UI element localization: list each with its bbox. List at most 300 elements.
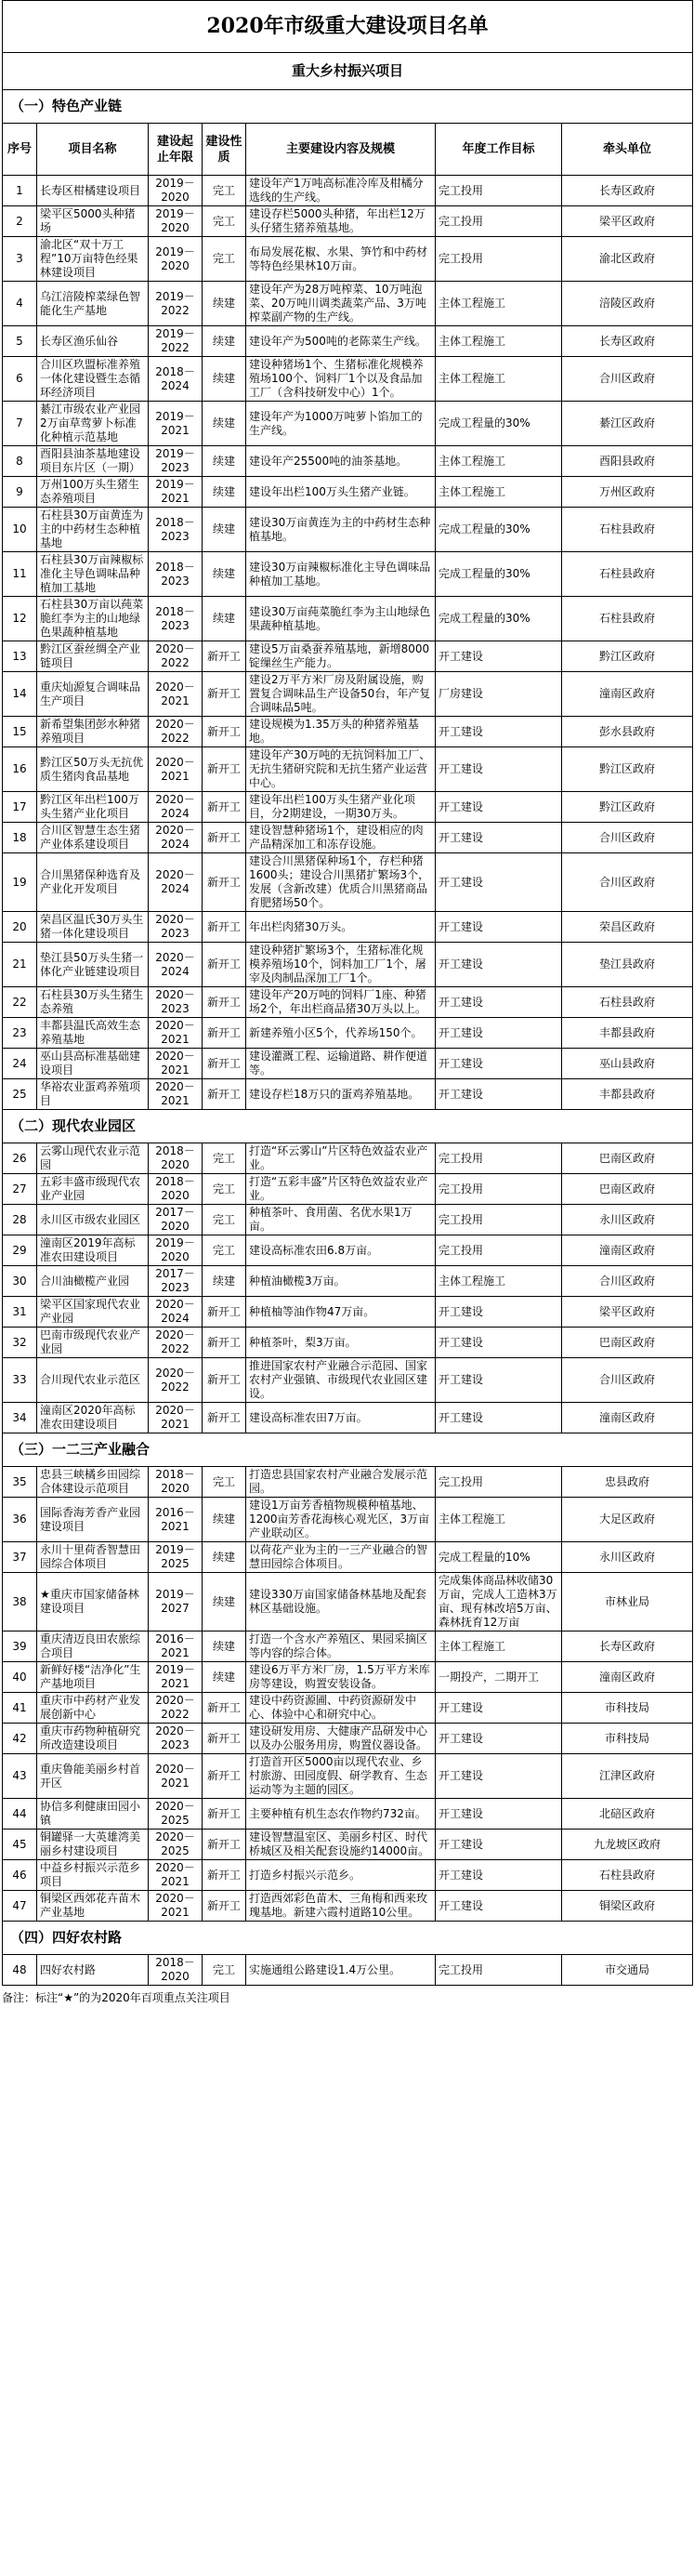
- project-name-cell: 梁平区国家现代农业产业园: [37, 1297, 149, 1328]
- target-cell: 完成工程量的30%: [436, 597, 562, 641]
- target-cell: 主体工程施工: [436, 282, 562, 326]
- table-row: [3, 1174, 693, 1205]
- table-row: [3, 1018, 693, 1049]
- nature-cell: 新开工: [203, 1328, 246, 1358]
- content-cell: 打造西郊彩色苗木、三角梅和西来玫瑰基地。新建六霞村道路10公里。: [246, 1891, 436, 1922]
- project-name-cell: 重庆市药物种植研究所改造建设项目: [37, 1724, 149, 1754]
- table-row: [3, 477, 693, 508]
- period-cell: 2020－2021: [149, 1891, 203, 1922]
- content-cell: 建设灌溉工程、运输道路、耕作便道等。: [246, 1049, 436, 1079]
- nature-cell: 完工: [203, 206, 246, 237]
- content-cell: 建设种猪扩繁场3个，生猪标准化规模养殖场10个，饲料加工厂1个，屠宰及肉制品深加工厂1个。: [246, 943, 436, 987]
- content-cell: 建设中药资源圃、中药资源研发中心、体验中心和研究中心。: [246, 1693, 436, 1724]
- target-cell: 开工建设: [436, 1049, 562, 1079]
- content-cell: 种植柚等油作物47万亩。: [246, 1297, 436, 1328]
- nature-cell: 新开工: [203, 1724, 246, 1754]
- table-row: [3, 597, 693, 641]
- nature-cell: 新开工: [203, 641, 246, 672]
- table-row: [3, 1205, 693, 1235]
- section-heading: （一）特色产业链: [3, 90, 693, 124]
- col-header-lead-unit: 牵头单位: [562, 124, 693, 176]
- period-cell: 2020－2022: [149, 641, 203, 672]
- table-row: [3, 326, 693, 357]
- row-index-cell: 12: [3, 597, 37, 641]
- project-name-cell: 石柱县30万亩以莼菜脆红李为主的山地绿色果蔬种植基地: [37, 597, 149, 641]
- table-row: [3, 402, 693, 446]
- nature-cell: 续建: [203, 552, 246, 597]
- project-name-cell: 黔江区蚕丝绸全产业链项目: [37, 641, 149, 672]
- row-index-cell: 38: [3, 1573, 37, 1631]
- target-cell: 开工建设: [436, 1018, 562, 1049]
- nature-cell: 新开工: [203, 1891, 246, 1922]
- project-name-cell: 国际香海芳香产业园建设项目: [37, 1498, 149, 1542]
- section-heading-row: [3, 1433, 693, 1467]
- period-cell: 2017－2023: [149, 1266, 203, 1297]
- project-name-cell: ★重庆市国家储备林建设项目: [37, 1573, 149, 1631]
- lead-unit-cell: 潼南区政府: [562, 1662, 693, 1693]
- row-index-cell: 18: [3, 823, 37, 853]
- table-row: [3, 357, 693, 402]
- table-row: [3, 1358, 693, 1403]
- target-cell: 完工投用: [436, 176, 562, 206]
- period-cell: 2018－2024: [149, 357, 203, 402]
- project-name-cell: 潼南区2020年高标准农田建设项目: [37, 1403, 149, 1433]
- table-row: [3, 176, 693, 206]
- lead-unit-cell: 潼南区政府: [562, 1235, 693, 1266]
- nature-cell: 续建: [203, 597, 246, 641]
- nature-cell: 续建: [203, 357, 246, 402]
- lead-unit-cell: 长寿区政府: [562, 1631, 693, 1662]
- content-cell: 打造乡村振兴示范乡。: [246, 1860, 436, 1891]
- target-cell: 主体工程施工: [436, 1631, 562, 1662]
- target-cell: 主体工程施工: [436, 357, 562, 402]
- project-name-cell: 长寿区渔乐仙谷: [37, 326, 149, 357]
- table-row: [3, 1079, 693, 1110]
- target-cell: 开工建设: [436, 747, 562, 792]
- row-index-cell: 25: [3, 1079, 37, 1110]
- row-index-cell: 40: [3, 1662, 37, 1693]
- nature-cell: 完工: [203, 237, 246, 282]
- target-cell: 开工建设: [436, 823, 562, 853]
- nature-cell: 续建: [203, 326, 246, 357]
- nature-cell: 续建: [203, 1498, 246, 1542]
- row-index-cell: 15: [3, 717, 37, 747]
- content-cell: 建设年产1万吨高标准冷库及柑橘分选线的生产线。: [246, 176, 436, 206]
- lead-unit-cell: 丰都县政府: [562, 1079, 693, 1110]
- lead-unit-cell: 北碚区政府: [562, 1799, 693, 1830]
- content-cell: 建设高标准农田6.8万亩。: [246, 1235, 436, 1266]
- project-name-cell: 潼南区2019年高标准农田建设项目: [37, 1235, 149, 1266]
- col-header-period: 建设起止年限: [149, 124, 203, 176]
- content-cell: 种植茶叶、食用菌、名优水果1万亩。: [246, 1205, 436, 1235]
- target-cell: 完成工程量的30%: [436, 402, 562, 446]
- project-name-cell: 重庆清迈良田农旅综合项目: [37, 1631, 149, 1662]
- table-row: [3, 912, 693, 943]
- nature-cell: 续建: [203, 446, 246, 477]
- nature-cell: 完工: [203, 176, 246, 206]
- row-index-cell: 2: [3, 206, 37, 237]
- nature-cell: 新开工: [203, 1018, 246, 1049]
- period-cell: 2018－2023: [149, 597, 203, 641]
- lead-unit-cell: 合川区政府: [562, 853, 693, 912]
- period-cell: 2020－2021: [149, 1754, 203, 1799]
- project-name-cell: 重庆灿源复合调味品生产项目: [37, 672, 149, 717]
- col-header-nature: 建设性质: [203, 124, 246, 176]
- lead-unit-cell: 石柱县政府: [562, 597, 693, 641]
- nature-cell: 续建: [203, 1573, 246, 1631]
- period-cell: 2016－2021: [149, 1498, 203, 1542]
- content-cell: 建设高标准农田7万亩。: [246, 1403, 436, 1433]
- period-cell: 2019－2021: [149, 402, 203, 446]
- nature-cell: 新开工: [203, 792, 246, 823]
- row-index-cell: 24: [3, 1049, 37, 1079]
- period-cell: 2020－2024: [149, 792, 203, 823]
- project-name-cell: 垫江县50万头生猪一体化产业链建设项目: [37, 943, 149, 987]
- target-cell: 开工建设: [436, 987, 562, 1018]
- period-cell: 2020－2023: [149, 1724, 203, 1754]
- project-table: [2, 0, 693, 1986]
- nature-cell: 新开工: [203, 1049, 246, 1079]
- table-row: [3, 206, 693, 237]
- table-row: [3, 641, 693, 672]
- lead-unit-cell: 市科技局: [562, 1724, 693, 1754]
- lead-unit-cell: 合川区政府: [562, 1358, 693, 1403]
- content-cell: 打造一个含水产养殖区、果园采摘区等内容的综合体。: [246, 1631, 436, 1662]
- table-row: [3, 282, 693, 326]
- period-cell: 2019－2027: [149, 1573, 203, 1631]
- nature-cell: 新开工: [203, 672, 246, 717]
- project-name-cell: 云雾山现代农业示范园: [37, 1143, 149, 1174]
- row-index-cell: 36: [3, 1498, 37, 1542]
- table-row: [3, 1498, 693, 1542]
- table-row: [3, 747, 693, 792]
- nature-cell: 新开工: [203, 943, 246, 987]
- nature-cell: 新开工: [203, 1358, 246, 1403]
- target-cell: 完工投用: [436, 237, 562, 282]
- table-row: [3, 1830, 693, 1860]
- row-index-cell: 32: [3, 1328, 37, 1358]
- target-cell: 主体工程施工: [436, 326, 562, 357]
- page-subtitle: 重大乡村振兴项目: [3, 53, 693, 90]
- period-cell: 2018－2020: [149, 1174, 203, 1205]
- table-row: [3, 1403, 693, 1433]
- lead-unit-cell: 永川区政府: [562, 1542, 693, 1573]
- lead-unit-cell: 市科技局: [562, 1693, 693, 1724]
- nature-cell: 续建: [203, 282, 246, 326]
- lead-unit-cell: 九龙坡区政府: [562, 1830, 693, 1860]
- target-cell: 开工建设: [436, 1830, 562, 1860]
- target-cell: 一期投产，二期开工: [436, 1662, 562, 1693]
- table-row: [3, 792, 693, 823]
- lead-unit-cell: 潼南区政府: [562, 1403, 693, 1433]
- period-cell: 2018－2020: [149, 1467, 203, 1498]
- table-row: [3, 672, 693, 717]
- target-cell: 开工建设: [436, 792, 562, 823]
- row-index-cell: 42: [3, 1724, 37, 1754]
- section-heading: （四）四好农村路: [3, 1922, 693, 1955]
- target-cell: 完成工程量的30%: [436, 508, 562, 552]
- table-row: [3, 237, 693, 282]
- table-row: [3, 1049, 693, 1079]
- row-index-cell: 6: [3, 357, 37, 402]
- content-cell: 种植茶叶，梨3万亩。: [246, 1328, 436, 1358]
- content-cell: 建设研发用房、大健康产品研发中心以及办公服务用房，购置仪器设备。: [246, 1724, 436, 1754]
- nature-cell: 新开工: [203, 1754, 246, 1799]
- table-row: [3, 1754, 693, 1799]
- section-heading: （三）一二三产业融合: [3, 1433, 693, 1467]
- nature-cell: 新开工: [203, 1799, 246, 1830]
- target-cell: 开工建设: [436, 1799, 562, 1830]
- row-index-cell: 17: [3, 792, 37, 823]
- lead-unit-cell: 涪陵区政府: [562, 282, 693, 326]
- row-index-cell: 9: [3, 477, 37, 508]
- project-name-cell: 永川区市级农业园区: [37, 1205, 149, 1235]
- col-header-name: 项目名称: [37, 124, 149, 176]
- target-cell: 开工建设: [436, 1693, 562, 1724]
- period-cell: 2020－2024: [149, 853, 203, 912]
- lead-unit-cell: 永川区政府: [562, 1205, 693, 1235]
- target-cell: 开工建设: [436, 1358, 562, 1403]
- nature-cell: 续建: [203, 1662, 246, 1693]
- target-cell: 开工建设: [436, 1328, 562, 1358]
- col-header-index: 序号: [3, 124, 37, 176]
- row-index-cell: 1: [3, 176, 37, 206]
- table-row: [3, 1724, 693, 1754]
- content-cell: 新建养殖小区5个，代养场150个。: [246, 1018, 436, 1049]
- lead-unit-cell: 黔江区政府: [562, 792, 693, 823]
- period-cell: 2020－2024: [149, 1297, 203, 1328]
- period-cell: 2020－2022: [149, 1693, 203, 1724]
- period-cell: 2019－2020: [149, 206, 203, 237]
- period-cell: 2020－2024: [149, 823, 203, 853]
- row-index-cell: 22: [3, 987, 37, 1018]
- period-cell: 2020－2024: [149, 943, 203, 987]
- content-cell: 建设1万亩芳香植物规模种植基地、1200亩芳香花海核心观光区，3万亩产业联动区。: [246, 1498, 436, 1542]
- nature-cell: 续建: [203, 1266, 246, 1297]
- content-cell: 建设30万亩莼菜脆红李为主山地绿色果蔬种植基地。: [246, 597, 436, 641]
- lead-unit-cell: 渝北区政府: [562, 237, 693, 282]
- lead-unit-cell: 梁平区政府: [562, 206, 693, 237]
- project-name-cell: 渝北区“双十万工程”10万亩特色经果林建设项目: [37, 237, 149, 282]
- lead-unit-cell: 巫山县政府: [562, 1049, 693, 1079]
- lead-unit-cell: 丰都县政府: [562, 1018, 693, 1049]
- footnote: 备注：标注“★”的为2020年百项重点关注项目: [2, 1991, 230, 2004]
- content-cell: 建设年出栏100万头生猪产业链。: [246, 477, 436, 508]
- project-name-cell: 中益乡村振兴示范乡项目: [37, 1860, 149, 1891]
- nature-cell: 完工: [203, 1143, 246, 1174]
- project-name-cell: 荣昌区温氏30万头生猪一体化建设项目: [37, 912, 149, 943]
- project-name-cell: 合川黑猪保种选育及产业化开发项目: [37, 853, 149, 912]
- target-cell: 开工建设: [436, 1860, 562, 1891]
- content-cell: 建设年出栏100万头生猪产业化项目，分2期建设，一期30万头。: [246, 792, 436, 823]
- target-cell: 开工建设: [436, 1297, 562, 1328]
- nature-cell: 续建: [203, 402, 246, 446]
- lead-unit-cell: 潼南区政府: [562, 672, 693, 717]
- table-row: [3, 1891, 693, 1922]
- table-row: [3, 1235, 693, 1266]
- section-heading-row: [3, 90, 693, 124]
- target-cell: 主体工程施工: [436, 1498, 562, 1542]
- content-cell: 打造忠县国家农村产业融合发展示范园。: [246, 1467, 436, 1498]
- row-index-cell: 30: [3, 1266, 37, 1297]
- lead-unit-cell: 万州区政府: [562, 477, 693, 508]
- project-name-cell: 綦江市级农业产业园2万亩草莺萝卜标准化种植示范基地: [37, 402, 149, 446]
- lead-unit-cell: 彭水县政府: [562, 717, 693, 747]
- target-cell: 完成工程量的30%: [436, 552, 562, 597]
- target-cell: 开工建设: [436, 912, 562, 943]
- lead-unit-cell: 梁平区政府: [562, 1297, 693, 1328]
- lead-unit-cell: 大足区政府: [562, 1498, 693, 1542]
- project-name-cell: 五彩丰盛市级现代农业产业园: [37, 1174, 149, 1205]
- target-cell: 开工建设: [436, 641, 562, 672]
- row-index-cell: 13: [3, 641, 37, 672]
- period-cell: 2020－2022: [149, 1328, 203, 1358]
- row-index-cell: 48: [3, 1955, 37, 1986]
- nature-cell: 新开工: [203, 1693, 246, 1724]
- project-name-cell: 万州100万头生猪生态养殖项目: [37, 477, 149, 508]
- lead-unit-cell: 石柱县政府: [562, 1860, 693, 1891]
- period-cell: 2020－2021: [149, 672, 203, 717]
- project-name-cell: 铜梁区西郊花卉苗木产业基地: [37, 1891, 149, 1922]
- row-index-cell: 37: [3, 1542, 37, 1573]
- table-row: [3, 1266, 693, 1297]
- project-name-cell: 石柱县30万亩黄连为主的中药材生态种植基地: [37, 508, 149, 552]
- period-cell: 2019－2021: [149, 1662, 203, 1693]
- content-cell: 推进国家农村产业融合示范园、国家农村产业强镇、市级现代农业园区建设。: [246, 1358, 436, 1403]
- content-cell: 建设5万亩桑蚕养殖基地，新增8000锭缫丝生产能力。: [246, 641, 436, 672]
- target-cell: 主体工程施工: [436, 477, 562, 508]
- lead-unit-cell: 市交通局: [562, 1955, 693, 1986]
- project-name-cell: 忠县三峡橘乡田园综合体建设示范项目: [37, 1467, 149, 1498]
- row-index-cell: 39: [3, 1631, 37, 1662]
- content-cell: 年出栏肉猪30万头。: [246, 912, 436, 943]
- nature-cell: 新开工: [203, 1403, 246, 1433]
- nature-cell: 新开工: [203, 1079, 246, 1110]
- project-name-cell: 乌江涪陵榨菜绿色智能化生产基地: [37, 282, 149, 326]
- target-cell: 完工投用: [436, 1235, 562, 1266]
- period-cell: 2019－2021: [149, 477, 203, 508]
- page-title: 2020年市级重大建设项目名单: [3, 1, 693, 53]
- period-cell: 2018－2023: [149, 508, 203, 552]
- content-cell: 打造首开区5000亩以现代农业、乡村旅游、田园度假、研学教育、生态运动等为主题的园区。: [246, 1754, 436, 1799]
- project-name-cell: 巴南市级现代农业产业园: [37, 1328, 149, 1358]
- content-cell: 建设年产20万吨的饲料厂1座、种猪场2个，年出栏商品猪30万头以上。: [246, 987, 436, 1018]
- nature-cell: 新开工: [203, 987, 246, 1018]
- project-name-cell: 新希望集团彭水种猪养殖项目: [37, 717, 149, 747]
- content-cell: 建设存栏5000头种猪，年出栏12万头仔猪生猪养殖基地。: [246, 206, 436, 237]
- target-cell: 主体工程施工: [436, 446, 562, 477]
- period-cell: 2019－2023: [149, 446, 203, 477]
- project-name-cell: 四好农村路: [37, 1955, 149, 1986]
- project-name-cell: 长寿区柑橘建设项目: [37, 176, 149, 206]
- row-index-cell: 43: [3, 1754, 37, 1799]
- project-name-cell: 合川区玖盟标准养殖一体化建设暨生态循环经济项目: [37, 357, 149, 402]
- target-cell: 开工建设: [436, 1891, 562, 1922]
- nature-cell: 续建: [203, 477, 246, 508]
- section-heading: （二）现代农业园区: [3, 1110, 693, 1143]
- content-cell: 建设存栏18万只的蛋鸡养殖基地。: [246, 1079, 436, 1110]
- content-cell: 建设6万平方米厂房，1.5万平方米库房等建设，购置安装设备。: [246, 1662, 436, 1693]
- nature-cell: 新开工: [203, 747, 246, 792]
- period-cell: 2020－2022: [149, 717, 203, 747]
- table-row: [3, 552, 693, 597]
- content-cell: 实施通组公路建设1.4万公里。: [246, 1955, 436, 1986]
- nature-cell: 完工: [203, 1174, 246, 1205]
- row-index-cell: 16: [3, 747, 37, 792]
- table-row: [3, 1467, 693, 1498]
- nature-cell: 续建: [203, 1631, 246, 1662]
- row-index-cell: 3: [3, 237, 37, 282]
- lead-unit-cell: 酉阳县政府: [562, 446, 693, 477]
- target-cell: 完工投用: [436, 1174, 562, 1205]
- content-cell: 种植油橄榄3万亩。: [246, 1266, 436, 1297]
- lead-unit-cell: 石柱县政府: [562, 508, 693, 552]
- row-index-cell: 27: [3, 1174, 37, 1205]
- lead-unit-cell: 江津区政府: [562, 1754, 693, 1799]
- target-cell: 完工投用: [436, 206, 562, 237]
- row-index-cell: 31: [3, 1297, 37, 1328]
- row-index-cell: 20: [3, 912, 37, 943]
- table-row: [3, 508, 693, 552]
- target-cell: 完成集体商品林收储30万亩，完成人工造林3万亩、现有林改培5万亩、森林抚育12万亩: [436, 1573, 562, 1631]
- content-cell: 主要种植有机生态农作物约732亩。: [246, 1799, 436, 1830]
- content-cell: 建设种猪场1个、生猪标准化规模养殖场100个、饲料厂1个以及食品加工厂（含科技研发中心）1个。: [246, 357, 436, 402]
- lead-unit-cell: 黔江区政府: [562, 641, 693, 672]
- period-cell: 2018－2020: [149, 1955, 203, 1986]
- content-cell: 建设规模为1.35万头的种猪养殖基地。: [246, 717, 436, 747]
- target-cell: 完成工程量的10%: [436, 1542, 562, 1573]
- target-cell: 完工投用: [436, 1955, 562, 1986]
- lead-unit-cell: 市林业局: [562, 1573, 693, 1631]
- period-cell: 2017－2020: [149, 1205, 203, 1235]
- content-cell: 建设智慧种猪场1个，建设相应的肉产品精深加工和冻存设施。: [246, 823, 436, 853]
- project-name-cell: 重庆市中药材产业发展创新中心: [37, 1693, 149, 1724]
- lead-unit-cell: 巴南区政府: [562, 1174, 693, 1205]
- period-cell: 2019－2020: [149, 176, 203, 206]
- table-row: [3, 1799, 693, 1830]
- row-index-cell: 10: [3, 508, 37, 552]
- period-cell: 2020－2025: [149, 1830, 203, 1860]
- lead-unit-cell: 黔江区政府: [562, 747, 693, 792]
- nature-cell: 新开工: [203, 853, 246, 912]
- period-cell: 2019－2020: [149, 237, 203, 282]
- table-row: [3, 823, 693, 853]
- lead-unit-cell: 忠县政府: [562, 1467, 693, 1498]
- lead-unit-cell: 合川区政府: [562, 1266, 693, 1297]
- project-name-cell: 合川现代农业示范区: [37, 1358, 149, 1403]
- period-cell: 2016－2021: [149, 1631, 203, 1662]
- project-name-cell: 酉阳县油茶基地建设项目东片区（一期）: [37, 446, 149, 477]
- period-cell: 2020－2021: [149, 1860, 203, 1891]
- content-cell: 建设年产25500吨的油茶基地。: [246, 446, 436, 477]
- row-index-cell: 35: [3, 1467, 37, 1498]
- nature-cell: 完工: [203, 1235, 246, 1266]
- period-cell: 2018－2020: [149, 1143, 203, 1174]
- project-name-cell: 华裕农业蛋鸡养殖项目: [37, 1079, 149, 1110]
- table-row: [3, 1955, 693, 1986]
- row-index-cell: 4: [3, 282, 37, 326]
- row-index-cell: 19: [3, 853, 37, 912]
- content-cell: 建设年产为28万吨榨菜、10万吨泡菜、20万吨川调类蔬菜产品、3万吨榨菜副产物的生产线。: [246, 282, 436, 326]
- nature-cell: 完工: [203, 1955, 246, 1986]
- content-cell: 建设年产为1000万吨萝卜馅加工的生产线。: [246, 402, 436, 446]
- table-row: [3, 1143, 693, 1174]
- lead-unit-cell: 綦江区政府: [562, 402, 693, 446]
- target-cell: 主体工程施工: [436, 1266, 562, 1297]
- content-cell: 建设智慧温室区、美丽乡村区、时代桥城区及相关配套设施约14000亩。: [246, 1830, 436, 1860]
- period-cell: 2020－2021: [149, 1049, 203, 1079]
- table-row: [3, 717, 693, 747]
